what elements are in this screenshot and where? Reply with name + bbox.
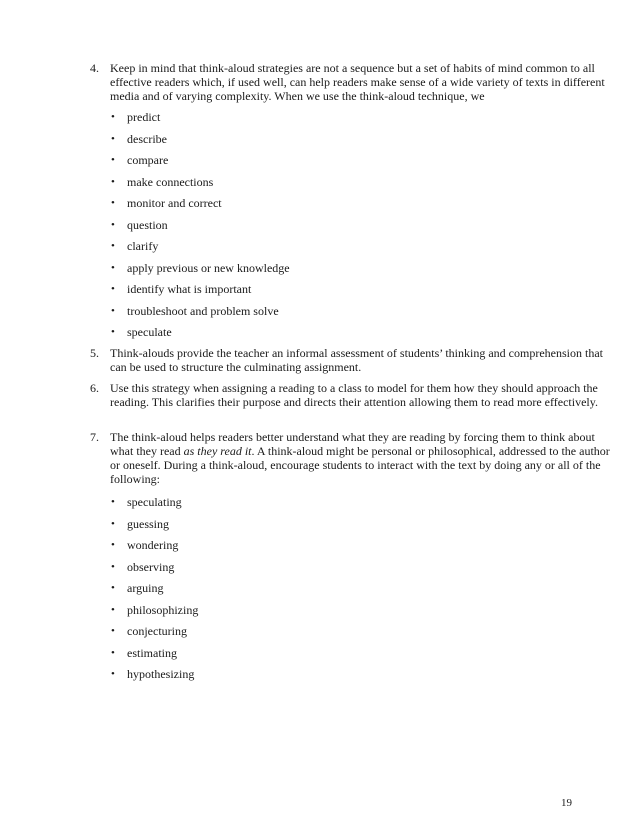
numbered-item-7 <box>90 430 610 486</box>
page-number: 19 <box>561 797 572 809</box>
list-item: • compare <box>111 153 169 167</box>
list-item: • philosophizing <box>111 602 199 617</box>
bullet-icon: • <box>111 283 115 295</box>
item-number: 5. <box>90 346 99 360</box>
list-item: • conjecturing <box>111 624 187 638</box>
numbered-item-4 <box>90 61 610 103</box>
item-text: The think-aloud helps readers better understand what they are reading by forcing them to think about what they read as they read it. A think-aloud might be personal or philosophical, addressed to the author or oneself. During a think-aloud, encourage students to interact with the text by doing any or all of the following: <box>110 430 610 486</box>
list-item: • monitor and correct <box>111 196 222 210</box>
item-text: Think-alouds provide the teacher an informal assessment of students’ thinking and comprehension that can be used to structure the culminating assignment. <box>110 346 603 374</box>
emphasis-text: as they read it <box>183 444 252 458</box>
bullet-icon: • <box>111 197 115 209</box>
list-item: • troubleshoot and problem solve <box>111 303 279 318</box>
bullet-icon: • <box>111 154 115 166</box>
list-item: • estimating <box>111 645 177 660</box>
bullet-icon: • <box>111 582 115 594</box>
numbered-item-6 <box>90 381 610 409</box>
list-item: • apply previous or new knowledge <box>111 260 290 275</box>
list-item: • clarify <box>111 239 159 253</box>
bullet-icon: • <box>111 603 115 616</box>
list-item: • observing <box>111 559 175 574</box>
list-item: • arguing <box>111 581 164 595</box>
bullet-icon: • <box>111 668 115 680</box>
bullet-icon: • <box>111 646 115 659</box>
bullet-icon: • <box>111 218 115 231</box>
list-item: • wondering <box>111 538 179 552</box>
bullet-icon: • <box>111 625 115 637</box>
list-item: • hypothesizing <box>111 667 195 681</box>
list-item: • make connections <box>111 174 214 189</box>
bullet-icon: • <box>111 496 115 508</box>
list-item: • identify what is important <box>111 282 252 296</box>
item-text: Keep in mind that think-aloud strategies are not a sequence but a set of habits of mind common to all effective readers which, if used well, can help readers make sense of a wide variety of texts in different media and of varying complexity. When we use the think-aloud technique, we <box>110 61 605 103</box>
item-text: Use this strategy when assigning a reading to a class to model for them how they should approach the reading. This clarifies their purpose and directs their attention allowing them to read more effectively. <box>110 381 598 409</box>
bullet-icon: • <box>111 111 115 123</box>
numbered-item-5 <box>90 346 610 374</box>
item-number: 4. <box>90 61 99 75</box>
bullet-icon: • <box>111 560 115 573</box>
bullet-icon: • <box>111 326 115 338</box>
strategy-list <box>90 110 590 347</box>
bullet-icon: • <box>111 539 115 551</box>
bullet-icon: • <box>111 240 115 252</box>
item-number: 6. <box>90 381 99 395</box>
list-item: • question <box>111 217 168 232</box>
activity-list <box>90 495 590 689</box>
bullet-icon: • <box>111 304 115 317</box>
bullet-icon: • <box>111 132 115 145</box>
list-item: • guessing <box>111 516 169 531</box>
list-item: • speculating <box>111 495 182 509</box>
list-item: • predict <box>111 110 161 124</box>
item-number: 7. <box>90 430 99 444</box>
bullet-icon: • <box>111 175 115 188</box>
list-item: • speculate <box>111 325 172 339</box>
bullet-icon: • <box>111 261 115 274</box>
list-item: • describe <box>111 131 167 146</box>
bullet-icon: • <box>111 517 115 530</box>
